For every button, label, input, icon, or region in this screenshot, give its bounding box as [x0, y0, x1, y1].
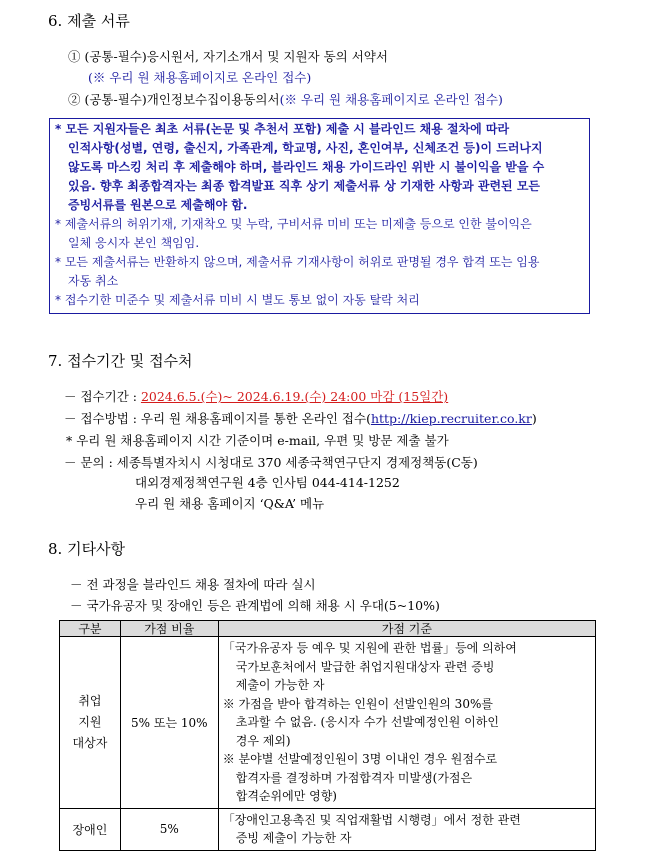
table-header: 가점 비율	[120, 621, 218, 637]
category-cell: 장애인	[60, 808, 121, 850]
notice-line: * 모든 제출서류는 반환하지 않으며, 제출서류 기재사항이 허위로 판명될 경우 합격 또는 임용	[55, 255, 540, 269]
table-header: 구분	[60, 621, 121, 637]
criteria-line: 제출이 가능한 자	[235, 678, 325, 692]
criteria-cell	[218, 808, 595, 850]
ratio-cell: 5% 또는 10%	[120, 637, 218, 809]
criteria-line: 합격자를 결정하며 가점합격자 미발생(가점은	[235, 770, 473, 785]
misc-item-1: － 전 과정을 블라인드 채용 절차에 따라 실시	[70, 577, 316, 592]
table-row	[60, 637, 596, 809]
notice-line: 않도록 마스킹 처리 후 제출해야 하며, 블라인드 채용 가이드라인 위반 시 불이익을 받을 수	[68, 160, 545, 174]
recruit-site-link[interactable]: http://kiep.recruiter.co.kr	[370, 411, 532, 426]
category-cell	[60, 637, 121, 809]
table-header-row	[60, 621, 596, 637]
inquiry-qna: 우리 원 채용 홈페이지 ‘Q&A’ 메뉴	[135, 496, 325, 511]
criteria-cell	[218, 637, 595, 809]
notice-line: 있음. 향후 최종합격자는 최종 합격발표 직후 상기 제출서류 상 기재한 사항과 관련된 모든	[68, 179, 541, 193]
criteria-line: 국가보훈처에서 발급한 취업지원대상자 관련 증빙	[235, 659, 495, 674]
category-text: 취업	[78, 693, 102, 708]
submission-note: * 우리 원 채용홈페이지 시간 기준이며 e-mail, 우편 및 방문 제출 불가	[66, 433, 449, 448]
notice-line: * 접수기한 미준수 및 제출서류 미비 시 별도 통보 없이 자동 탈락 처리	[55, 293, 420, 307]
category-text: 지원	[78, 714, 102, 729]
criteria-line: 「국가유공자 등 예우 및 지원에 관한 법률」등에 의하여	[222, 641, 517, 655]
online-submission-note-1: (※ 우리 원 채용홈페이지로 온라인 접수)	[88, 70, 312, 85]
section-8-title: 8. 기타사항	[48, 540, 126, 558]
section-6-title: 6. 제출 서류	[48, 12, 130, 30]
ratio-cell: 5%	[120, 808, 218, 850]
notice-box	[49, 118, 590, 314]
criteria-line: ※ 분야별 선발예정인원이 3명 이내인 경우 원점수로	[222, 752, 498, 766]
inquiry-address: － 문의 : 세종특별자치시 시청대로 370 세종국책연구단지 경제정책동(C동)	[64, 455, 478, 470]
notice-line: * 모든 지원자들은 최초 서류(논문 및 추천서 포함) 제출 시 블라인드 채용 절차에 따라	[55, 122, 510, 136]
document-item-2	[68, 91, 503, 109]
application-period	[64, 388, 448, 406]
notice-line: 증빙서류를 원본으로 제출해야 함.	[68, 198, 248, 212]
criteria-line: 합격순위에만 영향)	[235, 789, 337, 803]
application-method	[64, 410, 537, 428]
criteria-line: 초과할 수 없음. (응시자 수가 선발예정인원 이하인	[235, 715, 499, 729]
application-period-value: 2024.6.5.(수)~ 2024.6.19.(수) 24:00 마감 (15일간)	[140, 389, 449, 404]
criteria-line: 증빙 제출이 가능한 자	[235, 831, 352, 845]
criteria-line: 경우 제외)	[235, 733, 291, 748]
category-text: 대상자	[72, 735, 108, 750]
preference-table	[59, 620, 596, 851]
notice-line: 인적사항(성별, 연령, 출신지, 가족관계, 학교명, 사진, 혼인여부, 신체조건 등)이 드러나지	[68, 141, 543, 155]
notice-line: 일체 응시자 본인 책임임.	[68, 236, 200, 250]
document-item-2-label: ② (공통-필수)개인정보수집이용동의서	[68, 92, 280, 107]
document-item-1: ① (공통-필수)응시원서, 자기소개서 및 지원자 동의 서약서	[68, 49, 388, 64]
application-method-close: )	[531, 411, 537, 426]
section-7-title: 7. 접수기간 및 접수처	[48, 352, 193, 370]
misc-item-2: － 국가유공자 및 장애인 등은 관계법에 의해 채용 시 우대(5~10%)	[70, 598, 440, 613]
criteria-line: ※ 가점을 받아 합격하는 인원이 선발인원의 30%를	[222, 696, 493, 711]
application-period-label: － 접수기간 :	[64, 389, 141, 404]
notice-line: 자동 취소	[68, 274, 119, 288]
online-submission-note-2: (※ 우리 원 채용홈페이지로 온라인 접수)	[279, 92, 503, 107]
inquiry-contact: 대외경제정책연구원 4층 인사팀 044-414-1252	[135, 475, 400, 490]
table-row	[60, 808, 596, 850]
table-header: 가점 기준	[218, 621, 595, 637]
application-method-label: － 접수방법 : 우리 원 채용홈페이지를 통한 온라인 접수(	[64, 411, 371, 426]
criteria-line: 「장애인고용촉진 및 직업재활법 시행령」에서 정한 관련	[222, 812, 521, 827]
notice-line: * 제출서류의 허위기재, 기재착오 및 누락, 구비서류 미비 또는 미제출 등으로 인한 불이익은	[55, 217, 532, 231]
